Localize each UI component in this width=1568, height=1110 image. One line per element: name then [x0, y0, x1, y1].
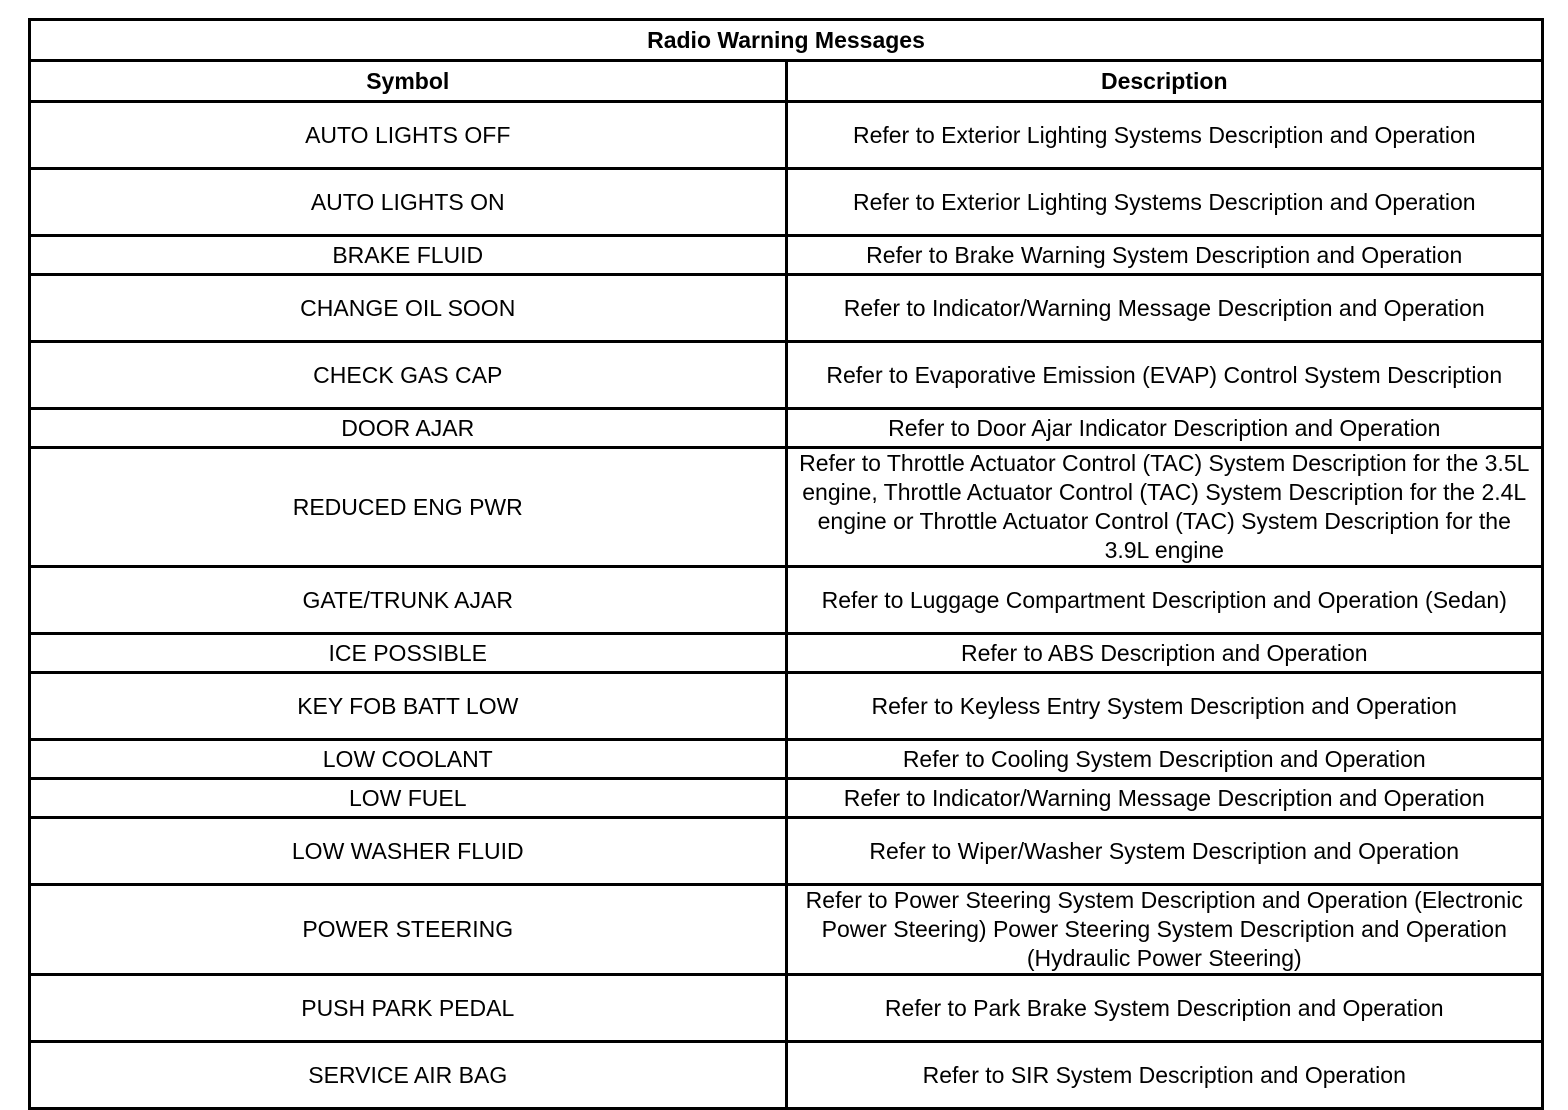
description-cell: Refer to Indicator/Warning Message Description and Operation	[786, 275, 1543, 342]
warning-messages-table	[28, 18, 1544, 1110]
symbol-cell: LOW FUEL	[30, 779, 787, 818]
description-cell: Refer to Power Steering System Description and Operation (Electronic Power Steering) Power Steering System Description and Operation (Hydraulic Power Steering)	[786, 885, 1543, 975]
table-row	[30, 1042, 1543, 1109]
table-row	[30, 567, 1543, 634]
table-row	[30, 342, 1543, 409]
table-row	[30, 975, 1543, 1042]
symbol-cell: PUSH PARK PEDAL	[30, 975, 787, 1042]
warning-messages-table-container	[28, 18, 1544, 1110]
description-cell: Refer to Brake Warning System Description and Operation	[786, 236, 1543, 275]
table-row	[30, 740, 1543, 779]
table-row	[30, 673, 1543, 740]
symbol-cell: LOW COOLANT	[30, 740, 787, 779]
table-row	[30, 779, 1543, 818]
description-cell: Refer to ABS Description and Operation	[786, 634, 1543, 673]
symbol-cell: ICE POSSIBLE	[30, 634, 787, 673]
description-cell: Refer to Door Ajar Indicator Description and Operation	[786, 409, 1543, 448]
description-cell: Refer to Indicator/Warning Message Description and Operation	[786, 779, 1543, 818]
table-header-row	[30, 61, 1543, 102]
symbol-cell: KEY FOB BATT LOW	[30, 673, 787, 740]
table-row	[30, 818, 1543, 885]
symbol-cell: BRAKE FLUID	[30, 236, 787, 275]
symbol-cell: REDUCED ENG PWR	[30, 448, 787, 567]
description-column-header: Description	[786, 61, 1543, 102]
symbol-cell: CHECK GAS CAP	[30, 342, 787, 409]
table-row	[30, 102, 1543, 169]
table-row	[30, 275, 1543, 342]
description-cell: Refer to Evaporative Emission (EVAP) Control System Description	[786, 342, 1543, 409]
symbol-cell: SERVICE AIR BAG	[30, 1042, 787, 1109]
table-row	[30, 409, 1543, 448]
symbol-cell: POWER STEERING	[30, 885, 787, 975]
table-title: Radio Warning Messages	[30, 20, 1543, 61]
description-cell: Refer to Wiper/Washer System Description and Operation	[786, 818, 1543, 885]
symbol-cell: GATE/TRUNK AJAR	[30, 567, 787, 634]
symbol-column-header: Symbol	[30, 61, 787, 102]
symbol-cell: LOW WASHER FLUID	[30, 818, 787, 885]
table-row	[30, 448, 1543, 567]
description-cell: Refer to Keyless Entry System Description and Operation	[786, 673, 1543, 740]
description-cell: Refer to Exterior Lighting Systems Description and Operation	[786, 169, 1543, 236]
symbol-cell: DOOR AJAR	[30, 409, 787, 448]
description-cell: Refer to Park Brake System Description and Operation	[786, 975, 1543, 1042]
table-row	[30, 169, 1543, 236]
description-cell: Refer to Cooling System Description and Operation	[786, 740, 1543, 779]
table-row	[30, 885, 1543, 975]
description-cell: Refer to Exterior Lighting Systems Description and Operation	[786, 102, 1543, 169]
symbol-cell: CHANGE OIL SOON	[30, 275, 787, 342]
symbol-cell: AUTO LIGHTS ON	[30, 169, 787, 236]
description-cell: Refer to SIR System Description and Operation	[786, 1042, 1543, 1109]
table-row	[30, 634, 1543, 673]
table-title-row	[30, 20, 1543, 61]
table-row	[30, 236, 1543, 275]
symbol-cell: AUTO LIGHTS OFF	[30, 102, 787, 169]
description-cell: Refer to Luggage Compartment Description and Operation (Sedan)	[786, 567, 1543, 634]
description-cell: Refer to Throttle Actuator Control (TAC) System Description for the 3.5L engine, Throttle Actuator Control (TAC) System Description for the 2.4L engine or Throttle Actuator Control (TAC) System Description for the 3.9L engine	[786, 448, 1543, 567]
